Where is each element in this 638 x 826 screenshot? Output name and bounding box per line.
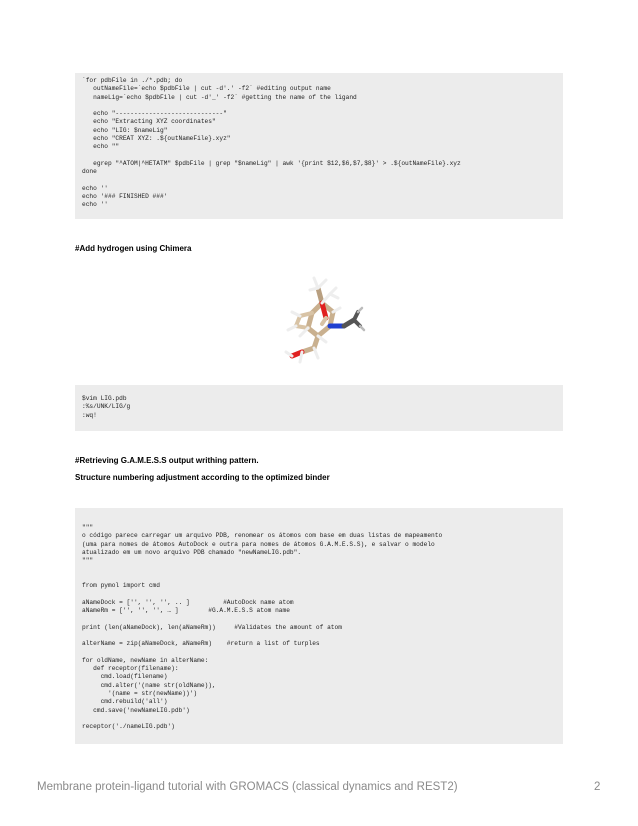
code-line: echo "-----------------------------" bbox=[82, 110, 227, 118]
ligand-molecule-image bbox=[278, 268, 368, 368]
code-line bbox=[82, 632, 563, 640]
code-line: o código parece carregar um arquivo PDB, renomear os átomos com base em duas listas de mapeamento bbox=[82, 532, 443, 540]
page-number: 2 bbox=[594, 781, 601, 793]
code-line: cmd.alter('(name str(oldName)), bbox=[82, 681, 216, 689]
code-line: alterName = zip(aNameDock, aNameRm) #return a list of turples bbox=[82, 640, 320, 648]
code-line bbox=[82, 648, 563, 656]
code-line: for oldName, newName in alterName: bbox=[82, 656, 209, 664]
heading-retrieving-gamess: #Retrieving G.A.M.E.S.S output writhing pattern. bbox=[75, 456, 259, 465]
code-block-bash bbox=[75, 73, 563, 219]
code-line: echo "LIG: $nameLig" bbox=[82, 126, 168, 134]
code-line: echo "CREAT XYZ: .${outNameFile}.xyz" bbox=[82, 135, 231, 143]
code-line: `for pdbFile in ./*.pdb; do bbox=[82, 77, 183, 84]
code-line bbox=[82, 152, 563, 160]
code-line: cmd.save('newNameLIG.pdb') bbox=[82, 706, 190, 714]
code-line: receptor('./nameLIG.pdb') bbox=[82, 723, 175, 731]
code-line: from pymol import cmd bbox=[82, 582, 160, 590]
code-line: atualizado em um novo arquivo PDB chamado "newNameLIG.pdb". bbox=[82, 548, 302, 556]
code-line: done bbox=[82, 168, 97, 176]
code-line bbox=[82, 565, 563, 573]
code-block-vim bbox=[75, 385, 563, 431]
code-line bbox=[82, 574, 563, 582]
code-line bbox=[82, 102, 563, 110]
code-line: echo "" bbox=[82, 143, 120, 151]
code-line: cmd.load(filename) bbox=[82, 673, 168, 681]
code-line: echo "Extracting XYZ coordinates" bbox=[82, 118, 216, 126]
code-line: echo '' bbox=[82, 184, 108, 192]
heading-add-hydrogen: #Add hydrogen using Chimera bbox=[75, 244, 192, 253]
code-line: egrep "^ATOM|^HETATM" $pdbFile | grep "$nameLig" | awk '{print $12,$6,$7,$8}' > .${outNameFile}.xyz bbox=[82, 159, 461, 167]
footer-title: Membrane protein-ligand tutorial with GROMACS (classical dynamics and REST2) bbox=[37, 781, 458, 793]
code-line: outNameFile=`echo $pdbFile | cut -d'.' -f2` #editing output name bbox=[82, 85, 331, 93]
code-line bbox=[82, 590, 563, 598]
code-line: """ bbox=[82, 557, 94, 565]
code-line: def receptor(filename): bbox=[82, 665, 179, 673]
code-line: :wq! bbox=[82, 411, 97, 419]
code-line: echo '### FINISHED ###' bbox=[82, 193, 168, 201]
code-line: '(name = str(newName))') bbox=[82, 689, 198, 697]
code-line: cmd.rebuild('all') bbox=[82, 698, 168, 706]
code-line: (uma para nomes de átomos AutoDock e outra para nomes de átomos G.A.M.E.S.S), e salvar o modelo bbox=[82, 540, 435, 548]
code-line: echo '' bbox=[82, 201, 108, 209]
code-line: :%s/UNK/LIG/g bbox=[82, 403, 131, 411]
code-line bbox=[82, 615, 563, 623]
code-line: $vim LIG.pdb bbox=[82, 395, 127, 402]
code-line: nameLig=`echo $pdbFile | cut -d'_' -f2` #getting the name of the ligand bbox=[82, 93, 357, 101]
code-line: aNameDock = ['', '', '', .. ] #AutoDock name atom bbox=[82, 598, 294, 606]
code-line bbox=[82, 715, 563, 723]
code-block-python bbox=[75, 508, 563, 744]
code-line bbox=[82, 177, 563, 185]
code-line: print (len(aNameDock), len(aNameRm)) #Validates the amount of atom bbox=[82, 623, 342, 631]
code-line: aNameRm = ['', '', '', … ] #G.A.M.E.S.S atom name bbox=[82, 606, 290, 614]
heading-structure-numbering: Structure numbering adjustment according to the optimized binder bbox=[75, 473, 330, 482]
code-line: """ bbox=[82, 524, 94, 531]
